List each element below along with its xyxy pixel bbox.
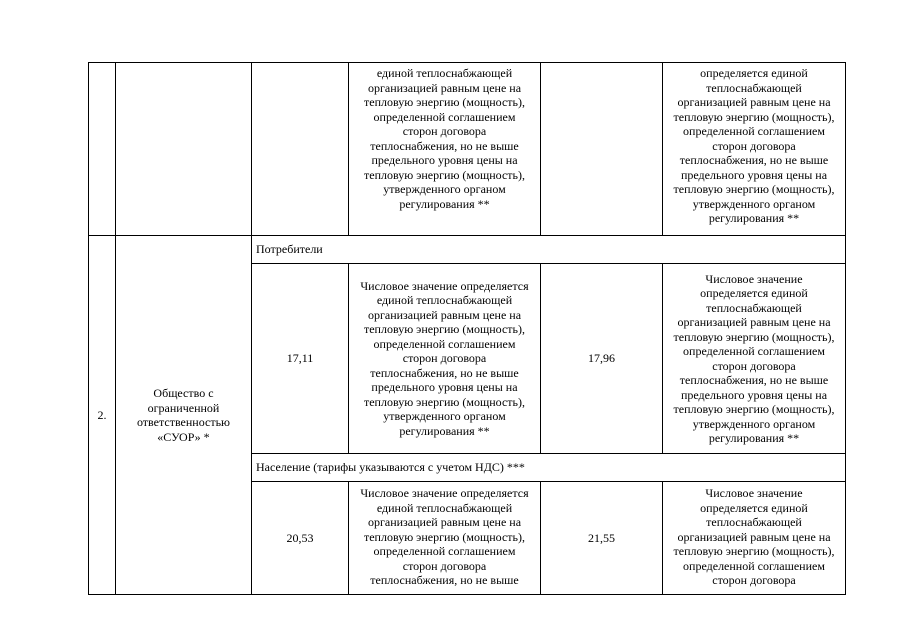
population-value-2 [541, 482, 662, 594]
consumers-price-text-1 [349, 264, 540, 453]
consumers-value-1 [252, 264, 348, 453]
table-border-top [88, 62, 846, 63]
organization-name [116, 236, 251, 594]
population-header [256, 454, 845, 481]
population-value-2-text: 21,55 [588, 530, 615, 545]
cont-row-price-text [349, 66, 540, 234]
consumers-price-text-2 [663, 264, 845, 453]
organization-name-text: Общество с ограниченной ответственностью «СУОР» * [136, 386, 231, 444]
population-price-text-1 [349, 486, 540, 594]
consumers-price-text-2-content: Числовое значение определяется единой теплоснабжающей организацией равным цене на тепловую энергию (мощность), определенной соглашением сторон договора теплоснабжения, но не выше предельного уровня цены на тепловую энергию (мощность), утвержденного органом регулирования ** [673, 271, 835, 445]
row-number [89, 236, 115, 594]
population-value-1 [252, 482, 348, 594]
consumers-value-2-text: 17,96 [588, 351, 615, 366]
consumers-price-text-1-content: Числовое значение определяется единой теплоснабжающей организацией равным цене на тепловую энергию (мощность), определенной соглашением сторон договора теплоснабжения, но не выше предельного уровня цены на тепловую энергию (мощность), утвержденного органом регулирования ** [360, 278, 529, 438]
column-divider [540, 62, 541, 236]
cont-row-price-text-2 [663, 66, 845, 234]
consumers-header-text: Потребители [256, 242, 323, 257]
table-border-bottom [88, 594, 846, 595]
table-border-right [845, 62, 846, 595]
population-header-text: Население (тарифы указываются с учетом НДС) *** [256, 460, 525, 475]
population-value-1-text: 20,53 [286, 530, 314, 545]
population-price-text-2-content: Числовое значение определяется единой теплоснабжающей организацией равным цене на тепловую энергию (мощность), определенной соглашением сторон договора [673, 486, 835, 587]
population-price-text-1-content: Числовое значение определяется единой теплоснабжающей организацией равным цене на тепловую энергию (мощность), определенной соглашением сторон договора теплоснабжения, но не выше [360, 486, 529, 587]
population-price-text-2 [663, 486, 845, 594]
row-number-text: 2. [97, 407, 107, 422]
cont-row-price-text-content: единой теплоснабжающей организацией равным цене на тепловую энергию (мощность), определенной соглашением сторон договора теплоснабжения, но не выше предельного уровня цены на тепловую энергию (мощность), утвержденного органом регулирования ** [364, 66, 525, 211]
cont-row-price-text-2-content: определяется единой теплоснабжающей организацией равным цене на тепловую энергию (мощность), определенной соглашением сторон договора теплоснабжения, но не выше предельного уровня цены на тепловую энергию (мощность), утвержденного органом регулирования ** [673, 66, 835, 225]
consumers-value-2 [541, 264, 662, 453]
consumers-header [256, 236, 845, 263]
consumers-value-1-text: 17,11 [286, 351, 314, 366]
